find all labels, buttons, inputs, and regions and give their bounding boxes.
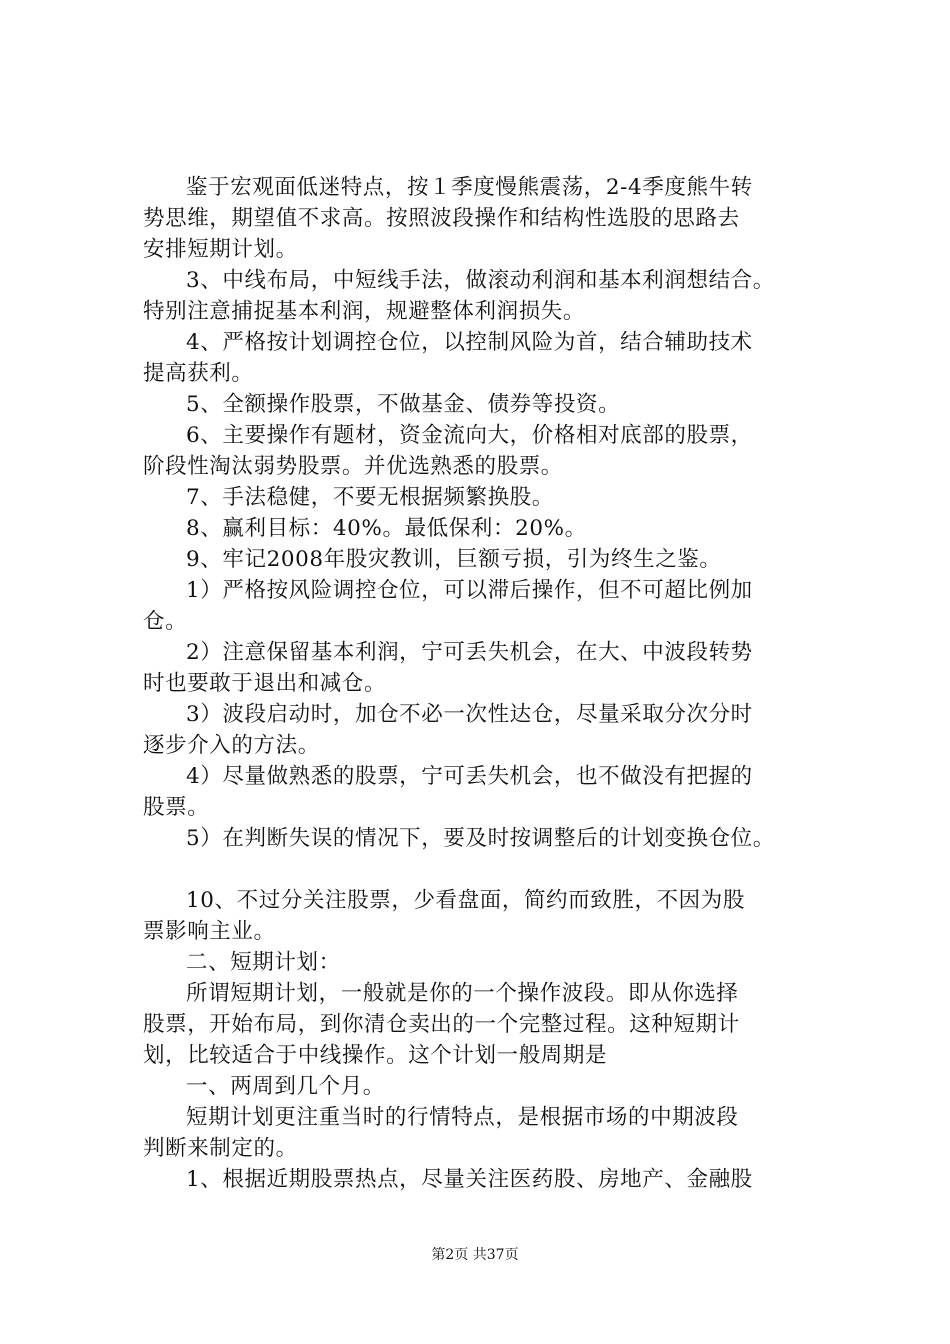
paragraph-line: 提高获利。 [143,361,254,386]
paragraph-line: 短期计划更注重当时的行情特点，是根据市场的中期波段 [186,1105,739,1130]
paragraph-line: 5、全额操作股票，不做基金、债券等投资。 [186,392,621,417]
page-number-footer: 第2页 共37页 [431,1247,519,1263]
paragraph-line: 3、中线布局，中短线手法，做滚动利润和基本利润想结合。 [186,268,775,293]
paragraph-line: 所谓短期计划，一般就是你的一个操作波段。即从你选择 [186,981,739,1006]
document-body [143,172,843,1195]
paragraph-line: 1、根据近期股票热点，尽量关注医药股、房地产、金融股 [186,1167,753,1192]
paragraph-line: 4、严格按计划调控仓位，以控制风险为首，结合辅助技术 [186,330,753,355]
paragraph-line: 2）注意保留基本利润，宁可丢失机会，在大、中波段转势 [186,640,753,665]
paragraph-line: 势思维，期望值不求高。按照波段操作和结构性选股的思路去 [143,206,740,231]
paragraph-line: 1）严格按风险调控仓位，可以滞后操作，但不可超比例加 [186,578,753,603]
paragraph-line: 股票。 [143,795,210,820]
paragraph-line: 时也要敢于退出和减仓。 [143,671,387,696]
paragraph-line: 5）在判断失误的情况下，要及时按调整后的计划变换仓位。 [186,826,775,851]
paragraph-line: 安排短期计划。 [143,237,298,262]
paragraph-line: 一、两周到几个月。 [186,1074,385,1099]
paragraph-line: 票影响主业。 [143,919,276,944]
paragraph-gap [143,854,843,885]
paragraph-line: 逐步介入的方法。 [143,733,320,758]
paragraph-line: 判断来制定的。 [143,1136,298,1161]
paragraph-line: 9、牢记2008年股灾教训，巨额亏损，引为终生之鉴。 [186,547,722,572]
paragraph-line: 10、不过分关注股票，少看盘面，简约而致胜，不因为股 [186,888,745,913]
paragraph-line: 仓。 [143,609,188,634]
paragraph-line: 6、主要操作有题材，资金流向大，价格相对底部的股票， [186,423,753,448]
section-heading: 二、短期计划： [186,950,341,975]
paragraph-line: 阶段性淘汰弱势股票。并优选熟悉的股票。 [143,454,563,479]
paragraph-line: 8、赢利目标：40%。最低保利：20%。 [186,516,587,541]
paragraph-line: 特别注意捕捉基本利润，规避整体利润损失。 [143,299,586,324]
paragraph-line: 鉴于宏观面低迷特点，按１季度慢熊震荡，2-4季度熊牛转 [186,175,753,200]
paragraph-line: 3）波段启动时，加仓不必一次性达仓，尽量采取分次分时 [186,702,753,727]
paragraph-line: 股票，开始布局，到你清仓卖出的一个完整过程。这种短期计 [143,1012,740,1037]
paragraph-line: 7、手法稳健，不要无根据频繁换股。 [186,485,554,510]
paragraph-line: 划，比较适合于中线操作。这个计划一般周期是 [143,1043,608,1068]
paragraph-line: 4）尽量做熟悉的股票，宁可丢失机会，也不做没有把握的 [186,764,753,789]
